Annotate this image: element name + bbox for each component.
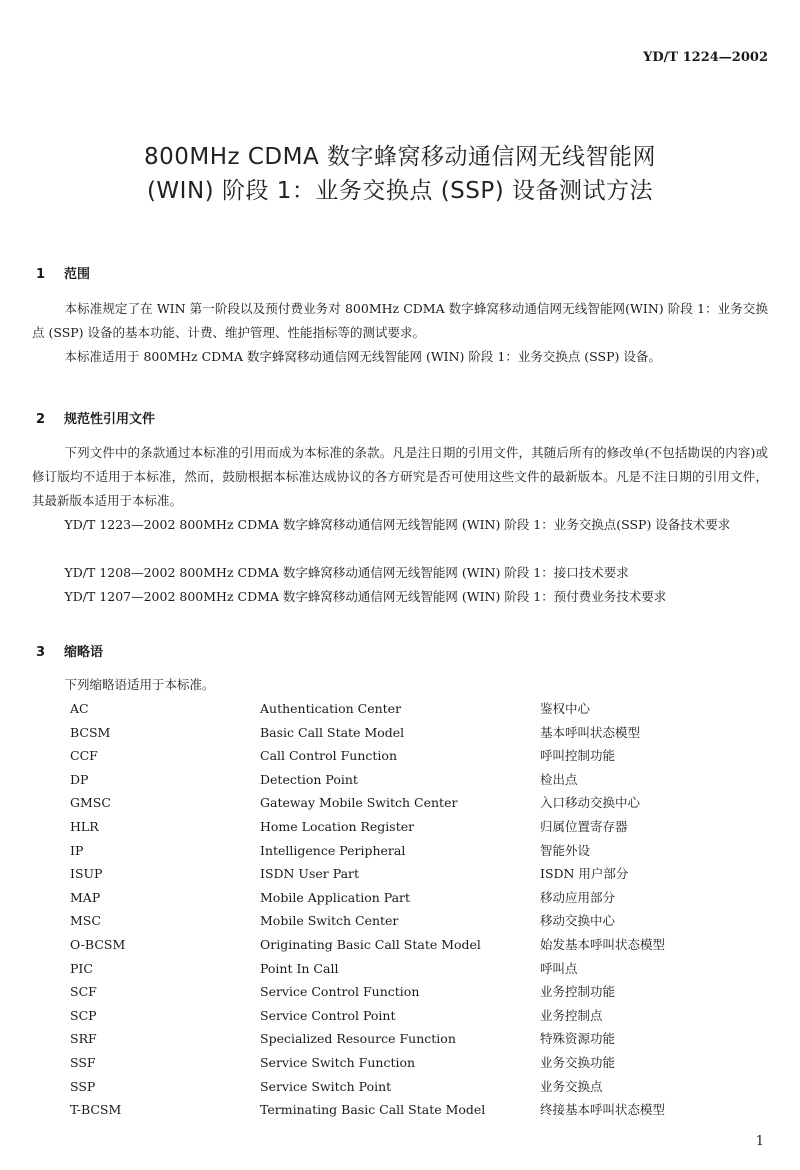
english-term: Intelligence Peripheral bbox=[260, 842, 406, 858]
english-term: Authentication Center bbox=[260, 701, 402, 716]
chinese-term: 始发基本呼叫状态模型 bbox=[540, 936, 666, 952]
abbreviation-row bbox=[70, 768, 665, 792]
english-term: Mobile Switch Center bbox=[260, 913, 399, 929]
chinese-term: 业务交换功能 bbox=[540, 1054, 616, 1070]
english-term: Specialized Resource Function bbox=[260, 1031, 456, 1047]
abbreviation: O-BCSM bbox=[70, 936, 126, 952]
title-line-1: 800MHz CDMA 数字蜂窝移动通信网无线智能网 bbox=[143, 144, 657, 170]
section-number: 1 bbox=[36, 267, 46, 282]
document-number: YD/T 1224—2002 bbox=[643, 50, 768, 65]
abbreviation: HLR bbox=[70, 818, 99, 834]
chinese-term: 业务交换点 bbox=[540, 1078, 603, 1094]
paragraph: 下列文件中的条款通过本标准的引用而成为本标准的条款。凡是注日期的引用文件，其随后所有的修改单(不包括勘误的内容)或修订版均不适用于本标准，然而，鼓励根据本标准达成协议的各方研究是否可使用这些文件的最新版本。凡是不注日期的引用文件，其最新版本适用于本标准。 bbox=[32, 445, 768, 508]
english-term: Service Switch Function bbox=[260, 1054, 416, 1070]
abbreviation: ISUP bbox=[70, 866, 103, 882]
chinese-term: 呼叫点 bbox=[540, 960, 578, 976]
english-term: Service Switch Point bbox=[260, 1078, 392, 1094]
english-term: Terminating Basic Call State Model bbox=[260, 1102, 486, 1118]
abbreviation-row bbox=[70, 839, 665, 863]
section-2-heading bbox=[36, 408, 155, 427]
english-term: Mobile Application Part bbox=[260, 889, 411, 905]
english-term: Call Control Function bbox=[260, 748, 397, 764]
abbreviation: T-BCSM bbox=[70, 1102, 122, 1118]
english-term: Basic Call State Model bbox=[260, 724, 405, 740]
chinese-term: 检出点 bbox=[540, 771, 578, 787]
section-title: 范围 bbox=[64, 267, 91, 282]
chinese-term: 移动交换中心 bbox=[540, 913, 616, 929]
abbreviation-row bbox=[70, 791, 665, 815]
abbreviation-row bbox=[70, 1075, 665, 1099]
abbreviation-row bbox=[70, 957, 665, 981]
english-term: Detection Point bbox=[260, 771, 358, 787]
abbreviation: IP bbox=[70, 842, 84, 858]
section-number: 2 bbox=[36, 412, 46, 427]
english-term: Service Control Point bbox=[260, 1007, 396, 1023]
title-line-2: (WIN) 阶段 1：业务交换点 (SSP) 设备测试方法 bbox=[146, 178, 654, 204]
abbreviation-row bbox=[70, 697, 665, 721]
abbreviation-row bbox=[70, 933, 665, 957]
chinese-term: 移动应用部分 bbox=[540, 889, 616, 905]
abbreviation: MAP bbox=[70, 889, 101, 905]
chinese-term: ISDN 用户部分 bbox=[540, 866, 629, 882]
chinese-term: 呼叫控制功能 bbox=[540, 748, 616, 764]
english-term: Originating Basic Call State Model bbox=[260, 936, 481, 952]
section-number: 3 bbox=[36, 645, 46, 660]
english-term: Point In Call bbox=[260, 960, 339, 976]
abbreviation-row bbox=[70, 886, 665, 910]
reference-item: YD/T 1223—2002 800MHz CDMA 数字蜂窝移动通信网无线智能网 (WIN) 阶段 1：业务交换点(SSP) 设备技术要求 bbox=[64, 517, 731, 532]
chinese-term: 基本呼叫状态模型 bbox=[540, 724, 641, 740]
english-term: Home Location Register bbox=[260, 818, 415, 834]
page-number: 1 bbox=[755, 1134, 764, 1149]
abbreviation: DP bbox=[70, 771, 89, 787]
abbreviation-row bbox=[70, 980, 665, 1004]
english-term: Service Control Function bbox=[260, 984, 420, 1000]
abbreviation-table bbox=[70, 697, 665, 1122]
abbreviation: SCF bbox=[70, 984, 97, 1000]
abbreviation: CCF bbox=[70, 748, 98, 764]
abbreviation: SSP bbox=[70, 1078, 96, 1094]
abbreviation: MSC bbox=[70, 913, 101, 929]
paragraph: 下列缩略语适用于本标准。 bbox=[64, 677, 215, 692]
section-title: 缩略语 bbox=[64, 645, 104, 660]
section-3-heading bbox=[36, 641, 103, 660]
abbreviation-row bbox=[70, 1051, 665, 1075]
abbreviation-row bbox=[70, 721, 665, 745]
abbreviation: SSF bbox=[70, 1054, 96, 1070]
chinese-term: 鉴权中心 bbox=[540, 701, 591, 716]
chinese-term: 入口移动交换中心 bbox=[540, 795, 641, 811]
abbreviation-row bbox=[70, 909, 665, 933]
chinese-term: 业务控制点 bbox=[540, 1007, 603, 1023]
abbreviation-row bbox=[70, 1098, 665, 1122]
chinese-term: 业务控制功能 bbox=[540, 984, 616, 1000]
abbreviation-row bbox=[70, 1004, 665, 1028]
section-1-heading bbox=[36, 263, 90, 282]
abbreviation: GMSC bbox=[70, 795, 111, 811]
abbreviation: SRF bbox=[70, 1031, 97, 1047]
abbreviation-row bbox=[70, 815, 665, 839]
abbreviation-row bbox=[70, 744, 665, 768]
section-title: 规范性引用文件 bbox=[64, 412, 156, 427]
abbreviation-row bbox=[70, 862, 665, 886]
abbreviation: BCSM bbox=[70, 724, 111, 740]
abbreviation: PIC bbox=[70, 960, 93, 976]
chinese-term: 特殊资源功能 bbox=[540, 1031, 616, 1047]
chinese-term: 智能外设 bbox=[540, 842, 591, 858]
reference-item: YD/T 1208—2002 800MHz CDMA 数字蜂窝移动通信网无线智能网 (WIN) 阶段 1：接口技术要求 bbox=[64, 565, 629, 580]
chinese-term: 终接基本呼叫状态模型 bbox=[540, 1102, 666, 1118]
abbreviation-row bbox=[70, 1027, 665, 1051]
abbreviation: SCP bbox=[70, 1007, 97, 1023]
abbreviation: AC bbox=[70, 701, 89, 716]
reference-item: YD/T 1207—2002 800MHz CDMA 数字蜂窝移动通信网无线智能网 (WIN) 阶段 1：预付费业务技术要求 bbox=[64, 589, 667, 604]
english-term: ISDN User Part bbox=[260, 866, 360, 882]
english-term: Gateway Mobile Switch Center bbox=[260, 795, 458, 811]
paragraph: 本标准规定了在 WIN 第一阶段以及预付费业务对 800MHz CDMA 数字蜂窝移动通信网无线智能网(WIN) 阶段 1：业务交换点 (SSP) 设备的基本功能、计费、维护管理、性能指标等的测试要求。 bbox=[32, 301, 768, 340]
chinese-term: 归属位置寄存器 bbox=[540, 818, 628, 834]
paragraph: 本标准适用于 800MHz CDMA 数字蜂窝移动通信网无线智能网 (WIN) 阶段 1：业务交换点 (SSP) 设备。 bbox=[64, 349, 661, 364]
